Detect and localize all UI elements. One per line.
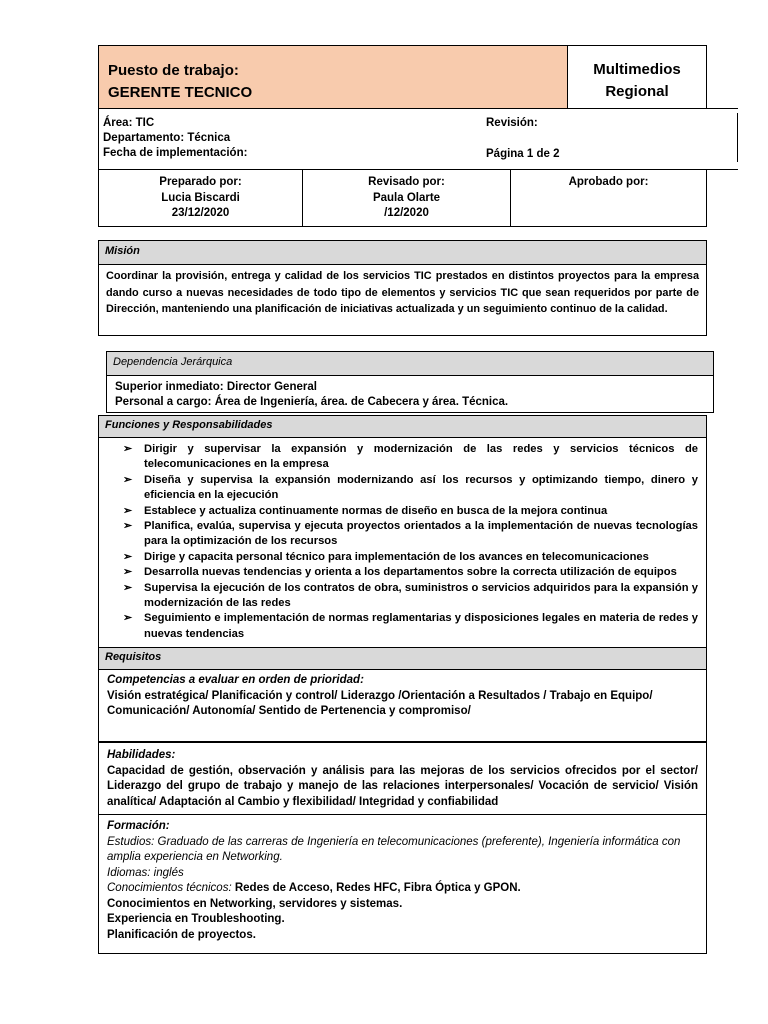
- habilidades-section: [99, 742, 706, 815]
- mision-heading: Misión: [99, 241, 706, 265]
- revisado-cell: [303, 170, 511, 226]
- preparado-date: 23/12/2020: [171, 207, 230, 219]
- preparado-name: Lucia Biscardi: [161, 191, 240, 204]
- habilidades-text: Capacidad de gestión, observación y análisis para las mejoras de los servicios ofrecidos por el sector/ Liderazgo del grupo de trabajo y manejo de las relaciones interpersonales/ Vocación de servicio/ Visión analítica/ Adaptación al Cambio y flexibilidad/ Integridad y confiabilidad: [107, 764, 698, 808]
- list-item: ➢ Supervisa la ejecución de los contratos de obra, suministros o servicios adquiridos para la expansión y modernización de las redes: [123, 581, 698, 610]
- info-fecha: Fecha de implementación:: [103, 147, 248, 159]
- conocimientos-text: Redes de Acceso, Redes HFC, Fibra Óptica y GPON.: [234, 882, 521, 894]
- list-item: ➢ Dirige y capacita personal técnico para implementación de los avances en telecomunicaciones: [99, 550, 698, 565]
- job-title-label: Puesto de trabajo:: [108, 62, 239, 79]
- formacion-title: Formación:: [107, 820, 170, 832]
- habilidades-title: Habilidades:: [107, 749, 176, 761]
- revisado-name: Paula Olarte: [372, 191, 441, 204]
- arrow-bullet-icon: ➢: [123, 443, 133, 455]
- requisitos-heading: Requisitos: [99, 648, 706, 670]
- company-name-line1: Multimedios: [593, 61, 681, 78]
- aprobado-cell: [511, 170, 706, 226]
- funciones-list: [99, 438, 706, 642]
- mision-box: [98, 240, 707, 336]
- requisitos-box: [98, 647, 707, 954]
- arrow-bullet-icon: ➢: [123, 566, 133, 579]
- info-departamento: Departamento: Técnica: [103, 132, 231, 144]
- idiomas-label: Idiomas:: [107, 866, 151, 879]
- list-item: ➢ Diseña y supervisa la expansión modernizando así los recursos y optimizando tiempo, dinero y eficiencia en la ejecución: [123, 473, 698, 502]
- dependencia-heading: Dependencia Jerárquica: [107, 352, 713, 376]
- info-revision: Revisión:: [486, 117, 538, 129]
- networking-line: Conocimientos en Networking, servidores y sistemas.: [107, 897, 403, 910]
- preparado-label: Preparado por:: [159, 176, 242, 188]
- company-name-line2: Regional: [605, 83, 669, 100]
- planificacion-line: Planificación de proyectos.: [107, 928, 256, 941]
- dependencia-box: [106, 351, 714, 413]
- revisado-date: /12/2020: [384, 207, 429, 219]
- title-cell: [99, 46, 568, 108]
- estudios-label: Estudios:: [107, 835, 155, 848]
- job-title-value: GERENTE TECNICO: [108, 84, 253, 101]
- funciones-box: [98, 415, 707, 648]
- list-item: ➢ Seguimiento e implementación de normas reglamentarias y disposiciones legales en materia de redes y nuevas tendencias: [123, 612, 698, 640]
- arrow-bullet-icon: ➢: [123, 504, 133, 517]
- header-box: [98, 45, 707, 109]
- idiomas-text: inglés: [153, 866, 184, 879]
- arrow-bullet-icon: ➢: [123, 473, 133, 486]
- signatures-box: [98, 169, 707, 227]
- info-right-border: [737, 113, 738, 162]
- arrow-bullet-icon: ➢: [123, 612, 133, 625]
- formacion-section: [99, 816, 706, 943]
- conocimientos-line: [107, 881, 698, 897]
- revisado-label: Revisado por:: [368, 176, 445, 188]
- estudios-text2: amplia experiencia en Networking.: [107, 851, 283, 863]
- preparado-cell: [99, 170, 303, 226]
- competencias-line2: Comunicación/ Autonomía/ Sentido de Pertenencia y compromiso/: [107, 705, 471, 717]
- troubleshooting-line: Experiencia en Troubleshooting.: [107, 913, 285, 925]
- dependencia-superior: Superior inmediato: Director General: [115, 381, 317, 393]
- list-item: ➢ Dirigir y supervisar la expansión y modernización de las redes y servicios técnicos de telecomunicaciones en la empresa: [123, 443, 698, 471]
- idiomas-line: [107, 866, 698, 882]
- info-pagina: Página 1 de 2: [486, 148, 560, 160]
- dependencia-personal: Personal a cargo: Área de Ingeniería, área. de Cabecera y área. Técnica.: [115, 396, 509, 408]
- competencias-section: [99, 669, 706, 742]
- conocimientos-label: Conocimientos técnicos:: [107, 882, 232, 894]
- arrow-bullet-icon: ➢: [123, 581, 133, 594]
- list-item: ➢ Planifica, evalúa, supervisa y ejecuta proyectos orientados a la implementación de nuevas tecnologías para la optimización de los recursos: [123, 520, 698, 548]
- competencias-title: Competencias a evaluar en orden de prioridad:: [107, 674, 364, 686]
- list-item: ➢ Establece y actualiza continuamente normas de diseño en busca de la mejora continua: [99, 504, 698, 519]
- aprobado-label: Aprobado por:: [568, 176, 649, 188]
- estudios-text: Graduado de las carreras de Ingeniería en telecomunicaciones (preferente), Ingeniería informática con: [157, 835, 681, 848]
- mision-text: Coordinar la provisión, entrega y calidad de los servicios TIC prestados en distintos proyectos para la empresa dando curso a nuevas necesidades de todo tipo de elementos y servicios TIC que sean requeridos por parte de Dirección, manteniendo una planificación de iniciativas actualizada y un seguimiento continuo de la calidad.: [106, 270, 699, 315]
- company-cell: [568, 46, 706, 108]
- arrow-bullet-icon: ➢: [123, 550, 133, 563]
- estudios-line: [107, 835, 698, 851]
- competencias-line1: Visión estratégica/ Planificación y control/ Liderazgo /Orientación a Resultados / Trabajo en Equipo/: [107, 689, 653, 702]
- list-item: ➢ Desarrolla nuevas tendencias y orienta a los departamentos sobre la correcta utilización de equipos: [99, 565, 698, 580]
- funciones-heading: Funciones y Responsabilidades: [99, 416, 706, 438]
- info-area: Área: TIC: [103, 117, 155, 129]
- arrow-bullet-icon: ➢: [123, 520, 133, 533]
